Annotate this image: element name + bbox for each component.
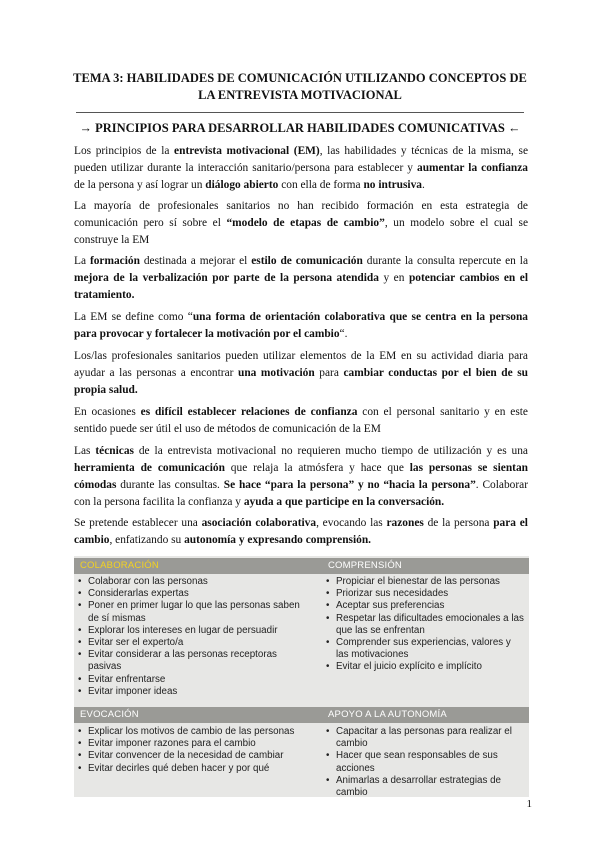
text-run: Las — [74, 445, 96, 457]
list-item: • Capacitar a las personas para realizar el cambio — [322, 726, 525, 750]
paragraph-4 — [74, 309, 528, 343]
list-item: • Hacer que sean responsables de sus acciones — [322, 750, 525, 774]
text-run: , enfatizando su — [109, 534, 185, 546]
bold-run: “modelo de etapas de cambio” — [226, 217, 385, 229]
bold-run: estilo de comunicación — [251, 255, 363, 267]
text-run: “. — [339, 328, 348, 340]
list-item: • Evitar decirles qué deben hacer y por qué — [74, 763, 306, 775]
evocacion-list — [74, 726, 306, 775]
paragraph-8 — [74, 515, 528, 549]
bold-run: formación — [89, 255, 140, 267]
text-run: de la entrevista motivacional no requieren mucho tiempo de utilización y es una — [133, 445, 528, 457]
text-run: La — [74, 255, 90, 267]
colaboracion-list — [74, 576, 306, 698]
text-run: Se pretende establecer una — [74, 517, 202, 529]
bold-run: las personas se sientan cómodas — [74, 462, 528, 491]
list-item: • Aceptar sus preferencias — [322, 600, 525, 612]
bold-run: diálogo abierto — [205, 179, 279, 191]
document-title — [60, 70, 540, 104]
text-run: Los/las profesionales sanitarios pueden utilizar elementos de la EM en su actividad diaria para ayudar a las personas a encontrar — [74, 350, 528, 379]
paragraph-3 — [74, 253, 528, 304]
text-run: con ella de forma — [278, 179, 364, 191]
title-divider — [76, 112, 524, 113]
page-number: 1 — [526, 798, 532, 810]
text-run: , un modelo sobre el cual se construye la EM — [74, 217, 529, 246]
text-run: . Colaborar con la persona facilita la confianza y — [74, 479, 528, 508]
paragraph-7 — [74, 443, 528, 511]
autonomia-list — [322, 726, 525, 799]
bold-run: técnicas — [95, 445, 134, 457]
colaboracion-header: COLABORACIÓN — [74, 558, 322, 574]
text-run: para — [314, 367, 344, 379]
list-item: • Colaborar con las personas — [74, 576, 306, 588]
list-item: • Evitar ser el experto/a — [74, 637, 306, 649]
bold-run: autonomía y expresando comprensión. — [184, 534, 372, 546]
text-run: , evocando las — [316, 517, 387, 529]
text-run: En ocasiones — [74, 406, 141, 418]
list-item: • Explicar los motivos de cambio de las personas — [74, 726, 306, 738]
bold-run: para el cambio — [74, 517, 528, 546]
text-run: . — [422, 179, 425, 191]
list-item: • Evitar enfrentarse — [74, 674, 306, 686]
list-item: • Considerarlas expertas — [74, 588, 306, 600]
bold-run: cambiar conductas por el bien de su propia salud. — [74, 367, 528, 396]
bold-run: entrevista motivacional (EM) — [174, 145, 320, 157]
text-run: durante la consulta repercute en la — [362, 255, 528, 267]
paragraph-1 — [74, 143, 528, 194]
text-run: de la persona — [423, 517, 494, 529]
text-run: destinada a mejorar el — [139, 255, 252, 267]
list-item: • Explorar los intereses en lugar de persuadir — [74, 625, 306, 637]
bold-run: es difícil establecer relaciones de confianza — [140, 406, 358, 418]
list-item: • Priorizar sus necesidades — [322, 588, 525, 600]
bold-run: razones — [386, 517, 424, 529]
list-item: • Respetar las dificultades emocionales a las que las se enfrentan — [322, 613, 525, 637]
bold-run: mejora de la verbalización por parte de la persona atendida — [74, 272, 379, 284]
paragraph-5 — [74, 348, 528, 399]
list-item: • Animarlas a desarrollar estrategias de cambio — [322, 775, 525, 799]
list-item: • Evitar imponer razones para el cambio — [74, 738, 306, 750]
list-item: • Evitar imponer ideas — [74, 686, 306, 698]
bold-run: una motivación — [238, 367, 315, 379]
bold-run: no intrusiva — [363, 179, 422, 191]
text-run: , las habilidades y técnicas de la misma, se pueden utilizar durante la interacción sanitario/persona para establecer y — [74, 145, 528, 174]
list-item: • Comprender sus experiencias, valores y las motivaciones — [322, 637, 525, 661]
comprension-list — [322, 576, 525, 674]
text-run: durante las consultas. — [116, 479, 224, 491]
text-run: La EM se define como “ — [74, 311, 193, 323]
text-run: La mayoría de profesionales sanitarios no han recibido formación en esta estrategia de comunicación pero sí sobre el — [74, 200, 528, 229]
comprension-header: COMPRENSIÓN — [322, 558, 529, 574]
autonomia-header: APOYO A LA AUTONOMÍA — [322, 707, 529, 723]
text-run: de la persona y así lograr un — [74, 179, 206, 191]
bold-run: aumentar la confianza — [417, 162, 528, 174]
bold-run: Se hace “para la persona” y no “hacia la persona” — [223, 479, 476, 491]
paragraph-2 — [74, 198, 528, 249]
bold-run: una forma de orientación colaborativa que se centra en la persona para provocar y fortalecer la motivación por el cambio — [74, 311, 528, 340]
list-item: • Poner en primer lugar lo que las personas saben de sí mismas — [74, 600, 306, 624]
list-item: • Evitar convencer de la necesidad de cambiar — [74, 750, 306, 762]
text-run: y en — [378, 272, 409, 284]
evocacion-header: EVOCACIÓN — [74, 707, 322, 723]
title-line-1: TEMA 3: HABILIDADES DE COMUNICACIÓN UTILIZANDO CONCEPTOS DE — [73, 71, 527, 85]
title-line-2: LA ENTREVISTA MOTIVACIONAL — [198, 88, 402, 102]
list-item: • Evitar considerar a las personas receptoras pasivas — [74, 649, 306, 673]
text-run: Los principios de la — [74, 145, 175, 157]
section-heading: → PRINCIPIOS PARA DESARROLLAR HABILIDADES COMUNICATIVAS ← — [79, 121, 521, 135]
paragraph-6 — [74, 404, 528, 438]
bold-run: asociación colaborativa — [201, 517, 317, 529]
text-run: que relaja la atmósfera y hace que — [224, 462, 410, 474]
list-item: • Propiciar el bienestar de las personas — [322, 576, 525, 588]
bold-run: ayuda a que participe en la conversación. — [243, 496, 445, 508]
bold-run: potenciar cambios en el tratamiento. — [74, 272, 528, 301]
bold-run: herramienta de comunicación — [74, 462, 225, 474]
list-item: • Evitar el juicio explícito e implícito — [322, 661, 525, 673]
text-run: con el personal sanitario y en este sentido puede ser útil el uso de métodos de comunicación de la EM — [74, 406, 528, 435]
principles-table — [74, 556, 529, 797]
